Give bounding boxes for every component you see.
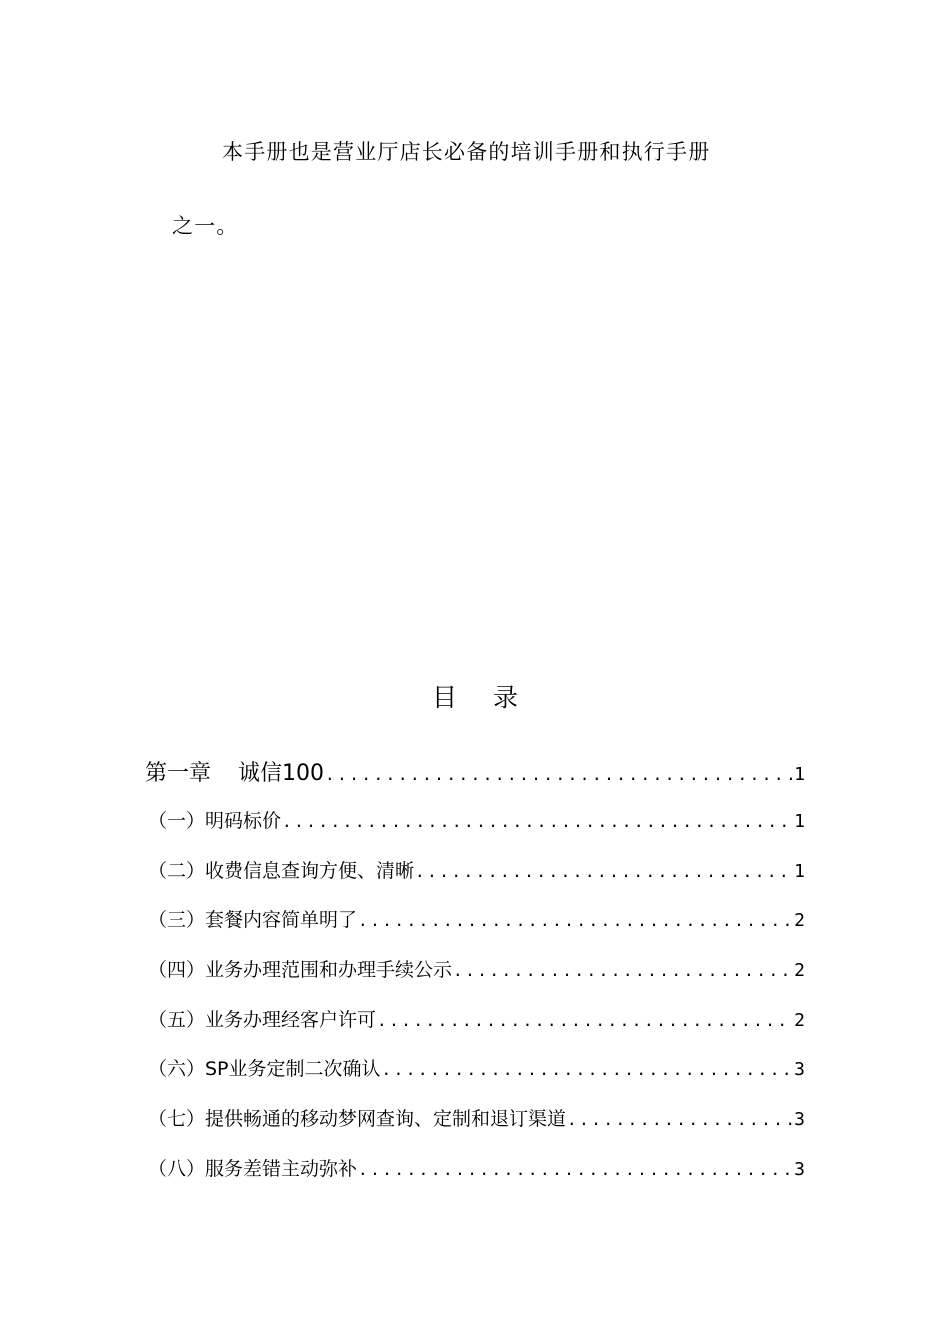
toc-entry-section-8[interactable] — [145, 1154, 805, 1204]
toc-page-number: 3 — [794, 1158, 805, 1180]
toc-section-label: （三）套餐内容简单明了 — [148, 909, 358, 932]
intro-text-line-2: 之一。 — [172, 214, 239, 238]
toc-section-label: （四）业务办理范围和办理手续公示 — [148, 959, 453, 982]
toc-dot-leader — [567, 1110, 792, 1129]
toc-dot-leader — [282, 812, 792, 831]
toc-section-label: （七）提供畅通的移动梦网查询、定制和退订渠道 — [148, 1108, 567, 1131]
toc-chapter-title: 诚信100 — [238, 761, 325, 786]
toc-entry-section-2[interactable] — [145, 856, 805, 906]
toc-page-number: 2 — [794, 1009, 805, 1031]
toc-page-number: 3 — [794, 1109, 805, 1131]
toc-section-label: （一）明码标价 — [148, 810, 282, 832]
toc-page-number: 3 — [794, 1059, 805, 1081]
toc-entry-chapter-1[interactable] — [145, 756, 805, 806]
toc-page-number: 2 — [794, 910, 805, 932]
toc-page-number: 2 — [794, 960, 805, 982]
toc-page-number: 1 — [794, 860, 805, 882]
table-of-contents — [145, 756, 805, 1204]
toc-title: 目 录 — [432, 683, 518, 712]
toc-chapter-number: 第一章 — [145, 761, 212, 786]
toc-dot-leader — [453, 961, 792, 980]
toc-entry-section-1[interactable] — [145, 806, 805, 856]
toc-dot-leader — [358, 911, 792, 930]
intro-text-line-1: 本手册也是营业厅店长必备的培训手册和执行手册 — [222, 140, 711, 164]
toc-entry-section-7[interactable] — [145, 1104, 805, 1154]
toc-section-label: （二）收费信息查询方便、清晰 — [148, 859, 415, 882]
toc-dot-leader — [382, 1060, 793, 1079]
toc-dot-leader — [415, 862, 792, 881]
toc-section-label: （六）SP业务定制二次确认 — [148, 1058, 381, 1081]
toc-entry-section-5[interactable] — [145, 1005, 805, 1055]
toc-entry-section-6[interactable] — [145, 1054, 805, 1104]
toc-page-number: 1 — [794, 811, 805, 832]
toc-page-number: 1 — [794, 764, 805, 785]
toc-dot-leader — [358, 1160, 792, 1179]
toc-chapter-label — [145, 756, 324, 787]
toc-entry-section-3[interactable] — [145, 905, 805, 955]
toc-dot-leader — [377, 1011, 792, 1030]
toc-section-label: （八）服务差错主动弥补 — [148, 1157, 358, 1180]
toc-dot-leader — [325, 765, 792, 784]
toc-entry-section-4[interactable] — [145, 955, 805, 1005]
toc-section-label: （五）业务办理经客户许可 — [148, 1008, 377, 1031]
